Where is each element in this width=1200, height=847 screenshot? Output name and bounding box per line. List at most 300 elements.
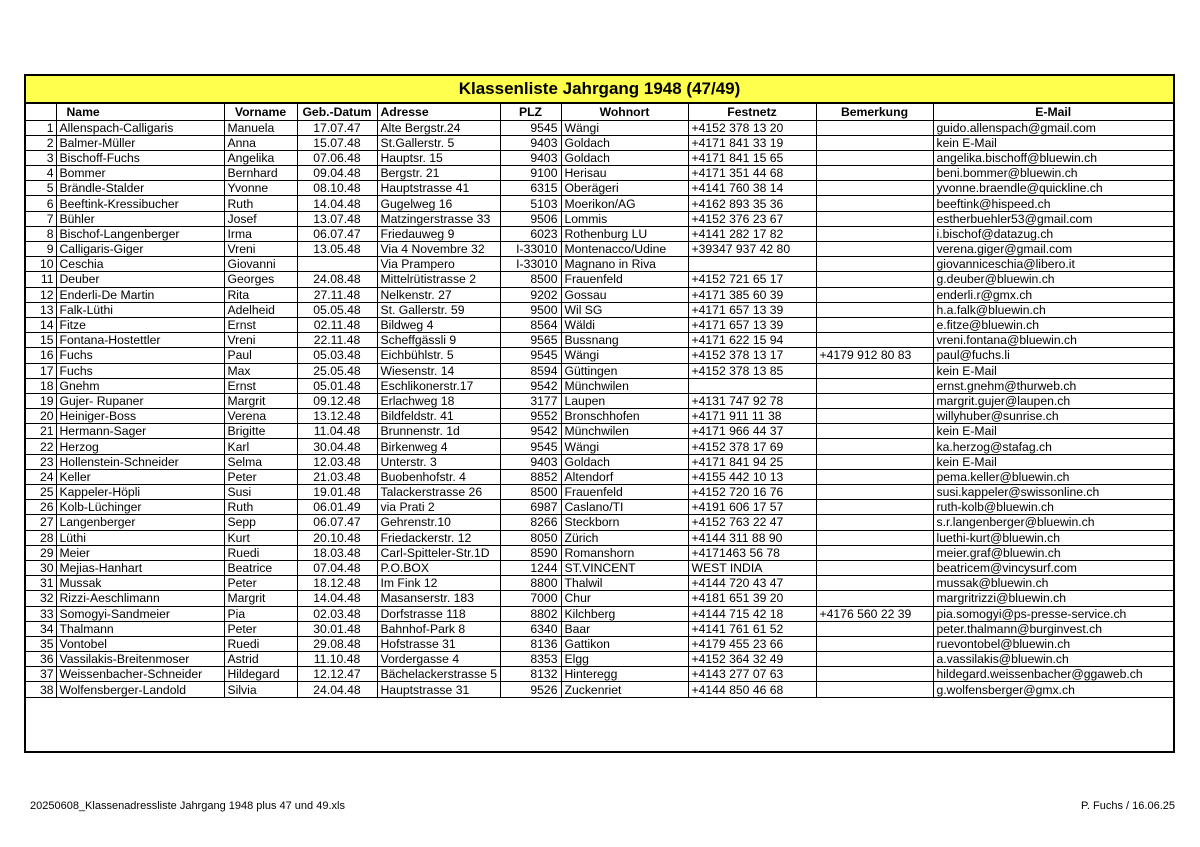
cell-wohnort: Gattikon — [561, 636, 688, 651]
cell-plz: 6315 — [500, 181, 561, 196]
cell-email: paul@fuchs.li — [933, 348, 1173, 363]
cell-plz: 8852 — [500, 469, 561, 484]
cell-number: 35 — [26, 636, 56, 651]
cell-geb-datum: 12.12.47 — [297, 667, 377, 682]
cell-vorname: Verena — [224, 409, 297, 424]
cell-plz: 9545 — [500, 120, 561, 135]
cell-email: ruevontobel@bluewin.ch — [933, 636, 1173, 651]
col-header-festnetz: Festnetz — [688, 104, 816, 120]
cell-bemerkung — [816, 181, 933, 196]
cell-adresse: Brunnenstr. 1d — [377, 424, 500, 439]
cell-number: 4 — [26, 166, 56, 181]
table-row — [26, 576, 1173, 591]
cell-plz: 8500 — [500, 272, 561, 287]
cell-geb-datum: 14.04.48 — [297, 591, 377, 606]
table-row — [26, 211, 1173, 226]
cell-wohnort: Romanshorn — [561, 545, 688, 560]
cell-plz: 7000 — [500, 591, 561, 606]
cell-festnetz — [688, 257, 816, 272]
cell-plz: 9542 — [500, 424, 561, 439]
cell-email: ka.herzog@stafag.ch — [933, 439, 1173, 454]
cell-email: kein E-Mail — [933, 135, 1173, 150]
cell-geb-datum: 20.10.48 — [297, 530, 377, 545]
cell-vorname: Susi — [224, 485, 297, 500]
cell-vorname: Rita — [224, 287, 297, 302]
cell-email: willyhuber@sunrise.ch — [933, 409, 1173, 424]
cell-wohnort: Güttingen — [561, 363, 688, 378]
table-row — [26, 287, 1173, 302]
cell-wohnort: Steckborn — [561, 515, 688, 530]
cell-vorname: Giovanni — [224, 257, 297, 272]
cell-festnetz: +4152 364 32 49 — [688, 652, 816, 667]
cell-email: beatricem@vincysurf.com — [933, 560, 1173, 575]
cell-email: guido.allenspach@gmail.com — [933, 120, 1173, 135]
cell-festnetz: +4152 378 13 17 — [688, 348, 816, 363]
cell-name: Brändle-Stalder — [56, 181, 224, 196]
table-row — [26, 652, 1173, 667]
cell-number: 8 — [26, 226, 56, 241]
cell-festnetz: +4152 763 22 47 — [688, 515, 816, 530]
cell-adresse: Nelkenstr. 27 — [377, 287, 500, 302]
cell-festnetz: +4171 657 13 39 — [688, 302, 816, 317]
cell-bemerkung — [816, 545, 933, 560]
cell-name: Weissenbacher-Schneider — [56, 667, 224, 682]
cell-adresse: Bahnhof-Park 8 — [377, 621, 500, 636]
cell-name: Hermann-Sager — [56, 424, 224, 439]
cell-festnetz: +4162 893 35 36 — [688, 196, 816, 211]
cell-wohnort: Wängi — [561, 120, 688, 135]
cell-number: 22 — [26, 439, 56, 454]
cell-bemerkung — [816, 242, 933, 257]
cell-festnetz: +4179 455 23 66 — [688, 636, 816, 651]
cell-adresse: Masanserstr. 183 — [377, 591, 500, 606]
cell-festnetz: +4131 747 92 78 — [688, 393, 816, 408]
cell-number: 25 — [26, 485, 56, 500]
table-row — [26, 166, 1173, 181]
cell-bemerkung — [816, 667, 933, 682]
cell-name: Thalmann — [56, 621, 224, 636]
cell-vorname: Max — [224, 363, 297, 378]
cell-geb-datum: 02.11.48 — [297, 317, 377, 332]
cell-name: Deuber — [56, 272, 224, 287]
cell-vorname: Vreni — [224, 242, 297, 257]
col-header-plz: PLZ — [500, 104, 561, 120]
cell-festnetz: +4171 841 94 25 — [688, 454, 816, 469]
cell-geb-datum: 24.08.48 — [297, 272, 377, 287]
cell-email: hildegard.weissenbacher@ggaweb.ch — [933, 667, 1173, 682]
cell-name: Bischoff-Fuchs — [56, 150, 224, 165]
cell-email: pia.somogyi@ps-presse-service.ch — [933, 606, 1173, 621]
cell-plz: I-33010 — [500, 257, 561, 272]
cell-number: 24 — [26, 469, 56, 484]
cell-plz: 6987 — [500, 500, 561, 515]
cell-festnetz: +4152 378 17 69 — [688, 439, 816, 454]
cell-bemerkung — [816, 560, 933, 575]
cell-plz: 8353 — [500, 652, 561, 667]
cell-vorname: Ruth — [224, 196, 297, 211]
table-row — [26, 150, 1173, 165]
cell-geb-datum: 06.07.47 — [297, 515, 377, 530]
class-list-sheet — [24, 74, 1175, 753]
cell-geb-datum: 11.04.48 — [297, 424, 377, 439]
cell-wohnort: Münchwilen — [561, 378, 688, 393]
cell-name: Vassilakis-Breitenmoser — [56, 652, 224, 667]
col-header-geb-datum: Geb.-Datum — [297, 104, 377, 120]
cell-festnetz: +4141 282 17 82 — [688, 226, 816, 241]
cell-name: Falk-Lüthi — [56, 302, 224, 317]
cell-number: 19 — [26, 393, 56, 408]
cell-plz: 1244 — [500, 560, 561, 575]
cell-email: enderli.r@gmx.ch — [933, 287, 1173, 302]
cell-plz: 9552 — [500, 409, 561, 424]
cell-vorname: Beatrice — [224, 560, 297, 575]
cell-geb-datum: 17.07.47 — [297, 120, 377, 135]
cell-email: verena.giger@gmail.com — [933, 242, 1173, 257]
table-row — [26, 439, 1173, 454]
cell-wohnort: Altendorf — [561, 469, 688, 484]
cell-bemerkung — [816, 409, 933, 424]
sheet-title: Klassenliste Jahrgang 1948 (47/49) — [26, 76, 1173, 104]
cell-adresse: Talackerstrasse 26 — [377, 485, 500, 500]
cell-vorname: Selma — [224, 454, 297, 469]
cell-plz: 9565 — [500, 333, 561, 348]
cell-adresse: Hauptstrasse 31 — [377, 682, 500, 697]
cell-wohnort: Wäldi — [561, 317, 688, 332]
cell-bemerkung — [816, 150, 933, 165]
cell-bemerkung — [816, 682, 933, 697]
cell-email: margrit.gujer@laupen.ch — [933, 393, 1173, 408]
cell-vorname: Anna — [224, 135, 297, 150]
table-row — [26, 363, 1173, 378]
cell-wohnort: Wängi — [561, 348, 688, 363]
table-row — [26, 333, 1173, 348]
cell-bemerkung — [816, 424, 933, 439]
cell-festnetz: +4155 442 10 13 — [688, 469, 816, 484]
cell-geb-datum: 13.07.48 — [297, 211, 377, 226]
cell-wohnort: Rothenburg LU — [561, 226, 688, 241]
cell-vorname: Brigitte — [224, 424, 297, 439]
cell-name: Kappeler-Höpli — [56, 485, 224, 500]
cell-geb-datum: 13.05.48 — [297, 242, 377, 257]
table-row — [26, 196, 1173, 211]
cell-bemerkung — [816, 196, 933, 211]
cell-email: kein E-Mail — [933, 363, 1173, 378]
cell-geb-datum: 19.01.48 — [297, 485, 377, 500]
cell-number: 11 — [26, 272, 56, 287]
cell-wohnort: Herisau — [561, 166, 688, 181]
cell-vorname: Georges — [224, 272, 297, 287]
cell-wohnort: Montenacco/Udine — [561, 242, 688, 257]
cell-email: a.vassilakis@bluewin.ch — [933, 652, 1173, 667]
cell-vorname: Adelheid — [224, 302, 297, 317]
cell-plz: 8050 — [500, 530, 561, 545]
cell-vorname: Margrit — [224, 393, 297, 408]
cell-number: 3 — [26, 150, 56, 165]
cell-number: 6 — [26, 196, 56, 211]
cell-adresse: St. Gallerstr. 59 — [377, 302, 500, 317]
cell-wohnort: Magnano in Riva — [561, 257, 688, 272]
cell-vorname: Irma — [224, 226, 297, 241]
cell-email: ruth-kolb@bluewin.ch — [933, 500, 1173, 515]
cell-name: Balmer-Müller — [56, 135, 224, 150]
cell-festnetz: +39347 937 42 80 — [688, 242, 816, 257]
col-header-wohnort: Wohnort — [561, 104, 688, 120]
cell-bemerkung — [816, 393, 933, 408]
cell-festnetz: +4171 351 44 68 — [688, 166, 816, 181]
cell-geb-datum — [297, 257, 377, 272]
cell-vorname: Paul — [224, 348, 297, 363]
cell-geb-datum: 30.01.48 — [297, 621, 377, 636]
cell-adresse: Hauptsr. 15 — [377, 150, 500, 165]
cell-name: Fuchs — [56, 363, 224, 378]
cell-bemerkung — [816, 454, 933, 469]
cell-adresse: Hauptstrasse 41 — [377, 181, 500, 196]
table-row — [26, 545, 1173, 560]
cell-bemerkung — [816, 621, 933, 636]
cell-adresse: Scheffgässli 9 — [377, 333, 500, 348]
cell-number: 30 — [26, 560, 56, 575]
cell-wohnort: Wängi — [561, 439, 688, 454]
cell-plz: 9500 — [500, 302, 561, 317]
cell-festnetz — [688, 378, 816, 393]
cell-number: 33 — [26, 606, 56, 621]
cell-plz: I-33010 — [500, 242, 561, 257]
cell-bemerkung — [816, 636, 933, 651]
table-row — [26, 682, 1173, 697]
col-header-name: Name — [56, 104, 224, 120]
cell-vorname: Pia — [224, 606, 297, 621]
cell-plz: 8590 — [500, 545, 561, 560]
cell-email: luethi-kurt@bluewin.ch — [933, 530, 1173, 545]
cell-festnetz: +4152 376 23 67 — [688, 211, 816, 226]
cell-name: Somogyi-Sandmeier — [56, 606, 224, 621]
cell-wohnort: Oberägeri — [561, 181, 688, 196]
table-row — [26, 485, 1173, 500]
cell-email: h.a.falk@bluewin.ch — [933, 302, 1173, 317]
cell-number: 38 — [26, 682, 56, 697]
cell-geb-datum: 30.04.48 — [297, 439, 377, 454]
cell-bemerkung: +4176 560 22 39 — [816, 606, 933, 621]
cell-name: Mejias-Hanhart — [56, 560, 224, 575]
cell-adresse: Friedackerstr. 12 — [377, 530, 500, 545]
cell-vorname: Ernst — [224, 317, 297, 332]
cell-festnetz: +4144 720 43 47 — [688, 576, 816, 591]
cell-bemerkung — [816, 287, 933, 302]
cell-number: 34 — [26, 621, 56, 636]
cell-name: Vontobel — [56, 636, 224, 651]
cell-wohnort: Lommis — [561, 211, 688, 226]
cell-wohnort: Wil SG — [561, 302, 688, 317]
cell-number: 31 — [26, 576, 56, 591]
cell-geb-datum: 12.03.48 — [297, 454, 377, 469]
cell-bemerkung — [816, 530, 933, 545]
cell-wohnort: ST.VINCENT — [561, 560, 688, 575]
table-row — [26, 621, 1173, 636]
cell-wohnort: Moerikon/AG — [561, 196, 688, 211]
cell-email: s.r.langenberger@bluewin.ch — [933, 515, 1173, 530]
cell-name: Herzog — [56, 439, 224, 454]
cell-name: Langenberger — [56, 515, 224, 530]
cell-festnetz: +4143 277 07 63 — [688, 667, 816, 682]
table-row — [26, 378, 1173, 393]
cell-vorname: Manuela — [224, 120, 297, 135]
cell-wohnort: Hinteregg — [561, 667, 688, 682]
cell-number: 15 — [26, 333, 56, 348]
cell-adresse: Birkenweg 4 — [377, 439, 500, 454]
cell-geb-datum: 24.04.48 — [297, 682, 377, 697]
cell-number: 5 — [26, 181, 56, 196]
cell-email: e.fitze@bluewin.ch — [933, 317, 1173, 332]
cell-plz: 6340 — [500, 621, 561, 636]
cell-name: Fuchs — [56, 348, 224, 363]
cell-bemerkung — [816, 317, 933, 332]
cell-plz: 8500 — [500, 485, 561, 500]
cell-name: Heiniger-Boss — [56, 409, 224, 424]
cell-name: Enderli-De Martin — [56, 287, 224, 302]
cell-vorname: Bernhard — [224, 166, 297, 181]
cell-bemerkung — [816, 135, 933, 150]
cell-vorname: Ruedi — [224, 636, 297, 651]
cell-plz: 9202 — [500, 287, 561, 302]
cell-number: 23 — [26, 454, 56, 469]
cell-festnetz: +4152 721 65 17 — [688, 272, 816, 287]
cell-adresse: Dorfstrasse 118 — [377, 606, 500, 621]
table-row — [26, 500, 1173, 515]
col-header-email: E-Mail — [933, 104, 1173, 120]
cell-wohnort: Goldach — [561, 135, 688, 150]
table-row — [26, 317, 1173, 332]
table-row — [26, 424, 1173, 439]
cell-name: Bischof-Langenberger — [56, 226, 224, 241]
table-row — [26, 302, 1173, 317]
table-row — [26, 636, 1173, 651]
cell-email: beni.bommer@bluewin.ch — [933, 166, 1173, 181]
cell-plz: 8132 — [500, 667, 561, 682]
cell-adresse: Wiesenstr. 14 — [377, 363, 500, 378]
cell-adresse: Matzingerstrasse 33 — [377, 211, 500, 226]
table-row — [26, 348, 1173, 363]
cell-plz: 6023 — [500, 226, 561, 241]
col-header-adresse: Adresse — [377, 104, 500, 120]
cell-bemerkung — [816, 652, 933, 667]
cell-email: susi.kappeler@swissonline.ch — [933, 485, 1173, 500]
cell-number: 28 — [26, 530, 56, 545]
cell-bemerkung — [816, 302, 933, 317]
table-row — [26, 257, 1173, 272]
cell-number: 1 — [26, 120, 56, 135]
cell-bemerkung — [816, 120, 933, 135]
cell-adresse: Bächelackerstrasse 5 — [377, 667, 500, 682]
cell-adresse: Bildweg 4 — [377, 317, 500, 332]
cell-name: Fontana-Hostettler — [56, 333, 224, 348]
cell-vorname: Kurt — [224, 530, 297, 545]
cell-adresse: Vordergasse 4 — [377, 652, 500, 667]
cell-vorname: Ruth — [224, 500, 297, 515]
cell-name: Fitze — [56, 317, 224, 332]
cell-name: Meier — [56, 545, 224, 560]
table-row — [26, 515, 1173, 530]
cell-number: 17 — [26, 363, 56, 378]
cell-number: 29 — [26, 545, 56, 560]
cell-name: Calligaris-Giger — [56, 242, 224, 257]
cell-adresse: Via Prampero — [377, 257, 500, 272]
cell-email: yvonne.braendle@quickline.ch — [933, 181, 1173, 196]
cell-email: kein E-Mail — [933, 454, 1173, 469]
cell-wohnort: Chur — [561, 591, 688, 606]
cell-adresse: Mittelrütistrasse 2 — [377, 272, 500, 287]
class-list-table — [26, 104, 1173, 698]
cell-geb-datum: 13.12.48 — [297, 409, 377, 424]
cell-email: meier.graf@bluewin.ch — [933, 545, 1173, 560]
cell-name: Lüthi — [56, 530, 224, 545]
cell-number: 9 — [26, 242, 56, 257]
cell-geb-datum: 11.10.48 — [297, 652, 377, 667]
cell-plz: 9542 — [500, 378, 561, 393]
cell-plz: 8800 — [500, 576, 561, 591]
cell-adresse: Buobenhofstr. 4 — [377, 469, 500, 484]
cell-number: 27 — [26, 515, 56, 530]
cell-email: kein E-Mail — [933, 424, 1173, 439]
cell-geb-datum: 18.12.48 — [297, 576, 377, 591]
cell-vorname: Sepp — [224, 515, 297, 530]
table-row — [26, 606, 1173, 621]
cell-bemerkung — [816, 500, 933, 515]
cell-festnetz: +4171 385 60 39 — [688, 287, 816, 302]
table-row — [26, 409, 1173, 424]
cell-wohnort: Zürich — [561, 530, 688, 545]
cell-geb-datum: 21.03.48 — [297, 469, 377, 484]
cell-bemerkung — [816, 576, 933, 591]
cell-name: Gnehm — [56, 378, 224, 393]
cell-bemerkung — [816, 226, 933, 241]
cell-geb-datum: 05.01.48 — [297, 378, 377, 393]
cell-festnetz: +4171 911 11 38 — [688, 409, 816, 424]
cell-festnetz: WEST INDIA — [688, 560, 816, 575]
cell-number: 18 — [26, 378, 56, 393]
cell-adresse: Eichbühlstr. 5 — [377, 348, 500, 363]
cell-geb-datum: 25.05.48 — [297, 363, 377, 378]
cell-plz: 9526 — [500, 682, 561, 697]
cell-vorname: Peter — [224, 621, 297, 636]
cell-adresse: Im Fink 12 — [377, 576, 500, 591]
col-header-vorname: Vorname — [224, 104, 297, 120]
cell-adresse: St.Gallerstr. 5 — [377, 135, 500, 150]
col-header-bemerkung: Bemerkung — [816, 104, 933, 120]
cell-adresse: Erlachweg 18 — [377, 393, 500, 408]
cell-plz: 9545 — [500, 348, 561, 363]
cell-vorname: Astrid — [224, 652, 297, 667]
cell-geb-datum: 08.10.48 — [297, 181, 377, 196]
cell-geb-datum: 18.03.48 — [297, 545, 377, 560]
cell-adresse: Unterstr. 3 — [377, 454, 500, 469]
cell-geb-datum: 05.03.48 — [297, 348, 377, 363]
cell-festnetz: +4152 720 16 76 — [688, 485, 816, 500]
cell-wohnort: Bronschhofen — [561, 409, 688, 424]
cell-festnetz: +4144 850 46 68 — [688, 682, 816, 697]
cell-geb-datum: 14.04.48 — [297, 196, 377, 211]
cell-plz: 9403 — [500, 150, 561, 165]
cell-plz: 5103 — [500, 196, 561, 211]
cell-geb-datum: 09.04.48 — [297, 166, 377, 181]
cell-vorname: Silvia — [224, 682, 297, 697]
cell-bemerkung — [816, 515, 933, 530]
cell-wohnort: Laupen — [561, 393, 688, 408]
cell-festnetz: +4144 311 88 90 — [688, 530, 816, 545]
cell-name: Mussak — [56, 576, 224, 591]
cell-name: Wolfensberger-Landold — [56, 682, 224, 697]
cell-name: Bühler — [56, 211, 224, 226]
cell-vorname: Vreni — [224, 333, 297, 348]
